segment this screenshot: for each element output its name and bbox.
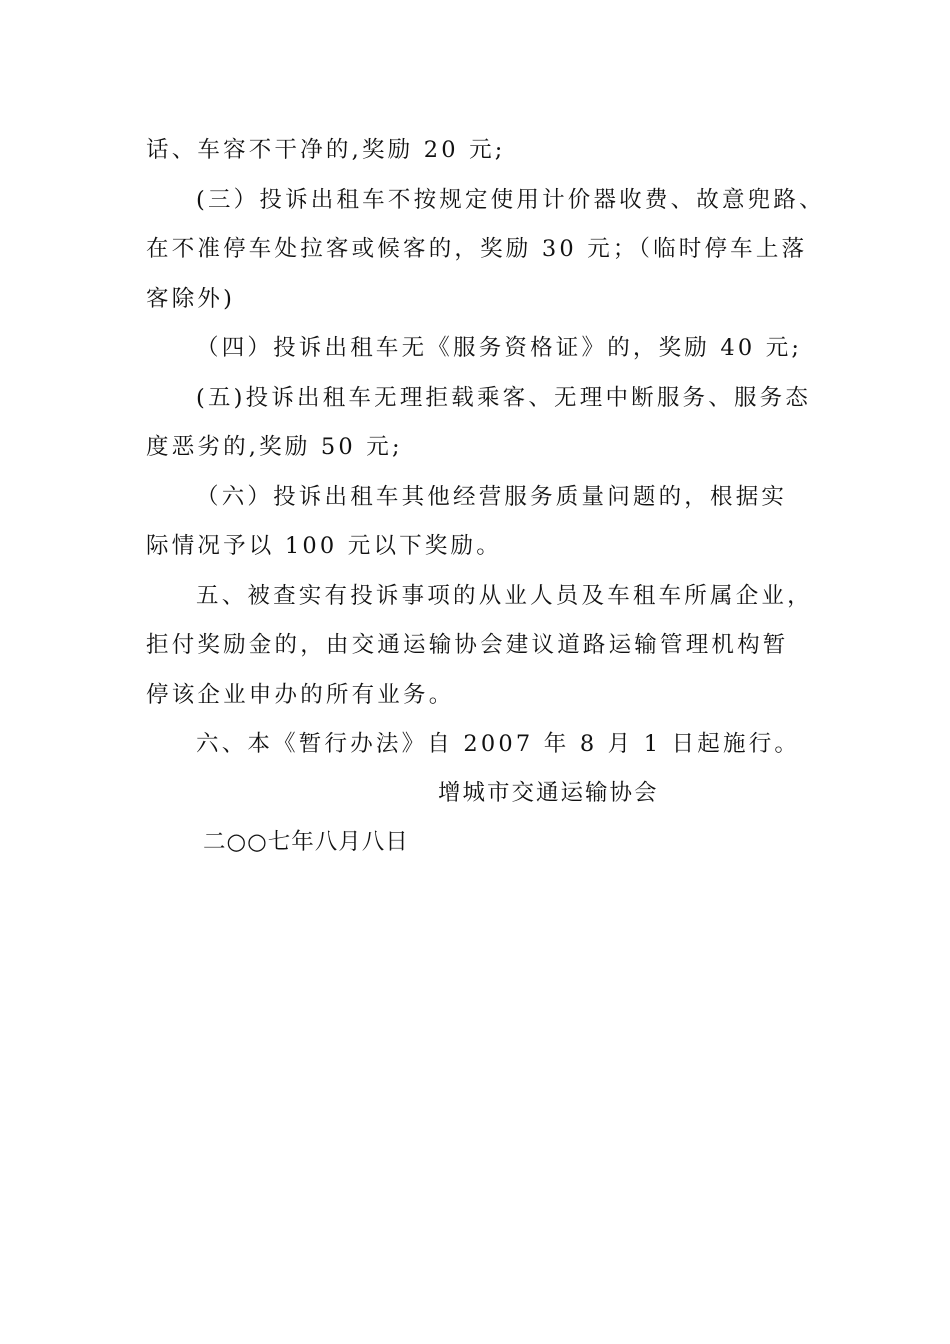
- paragraph-line: 客除外): [146, 285, 236, 312]
- paragraph-line: 际情况予以 100 元以下奖励。: [146, 533, 502, 559]
- document-body: [146, 126, 825, 770]
- paragraph-line: （六）投诉出租车其他经营服务质量问题的，根据实: [196, 483, 788, 510]
- paragraph-line: 话、车容不干净的,奖励 20 元;: [146, 137, 506, 163]
- paragraph-line: (三）投诉出租车不按规定使用计价器收费、故意兜路、: [196, 186, 825, 213]
- issuer-signature: 增城市交通运输协会: [438, 780, 659, 806]
- paragraph-line: 停该企业申办的所有业务。: [146, 681, 455, 708]
- paragraph-line: (五)投诉出租车无理拒载乘客、无理中断服务、服务态: [196, 384, 812, 411]
- issue-date: 二○○七年八月八日: [203, 829, 409, 855]
- paragraph-line: 五、被查实有投诉事项的从业人员及车租车所属企业，: [196, 582, 813, 609]
- paragraph-line: 六、本《暂行办法》自 2007 年 8 月 1 日起施行。: [196, 731, 801, 757]
- paragraph-line: 在不准停车处拉客或候客的，奖励 30 元；（临时停车上落: [146, 236, 808, 262]
- paragraph-line: 度恶劣的,奖励 50 元;: [146, 434, 403, 460]
- paragraph-line: （四）投诉出租车无《服务资格证》的，奖励 40 元;: [196, 335, 803, 361]
- paragraph-line: 拒付奖励金的，由交通运输协会建议道路运输管理机构暂: [146, 632, 789, 658]
